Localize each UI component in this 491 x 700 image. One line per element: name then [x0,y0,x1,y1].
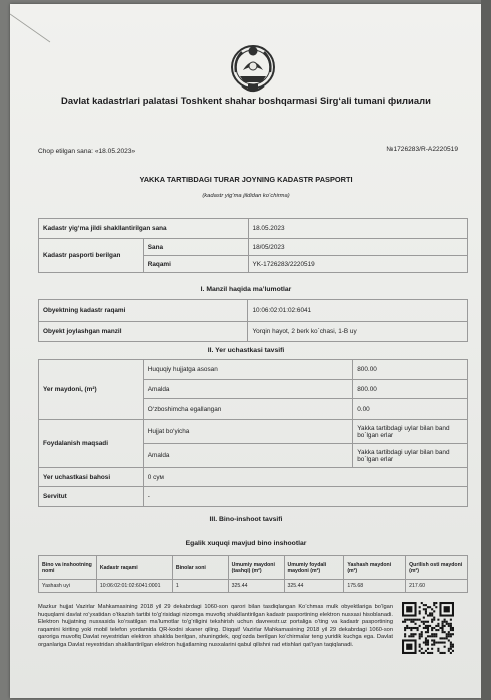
column-header: Umumiy foydali maydoni (m²) [284,556,344,580]
land-price-label: Yer uchastkasi bahosi [39,468,144,487]
table-row [39,360,468,380]
column-header: Qurilish osti maydoni (m²) [406,556,468,580]
document-page [10,4,482,698]
table-cell: 325.44 [228,580,284,593]
info-label: Kadastr yig‘ma jildi shakllantirilgan sana [39,219,249,239]
document-number: №1726283/R-A2220519 [386,146,458,153]
column-header: Kadastr raqami [96,556,172,580]
address-label: Obyekt joylashgan manzil [39,322,248,342]
land-sublabel: Amalda [143,380,352,399]
address-label: Obyektning kadastr raqami [39,300,248,322]
servitut-label: Servitut [39,487,144,507]
table-row [39,322,468,342]
table-cell: 325.44 [284,580,344,593]
table-row [39,219,468,239]
section-heading: I. Manzil haqida ma’lumotlar [200,286,292,293]
land-value: 0.00 [353,399,468,420]
land-value: 800.00 [353,360,468,380]
section-subheading: Egalik xuquqi mavjud bino inshootlar [185,540,307,547]
column-header: Yashash maydoni (m²) [344,556,406,580]
issuance-info-table [38,218,468,273]
info-value: 18.05.2023 [248,219,467,239]
info-value: YK-1726283/2220519 [248,256,467,273]
state-emblem-icon [228,42,278,98]
land-price-value: 0 сум [143,468,467,487]
table-row [39,300,468,322]
table-row [39,239,468,256]
column-header: Bino va inshootning nomi [39,556,97,580]
document-title: YAKKA TARTIBDAGI TURAR JOYNING KADASTR PASPORTI [139,175,353,184]
table-row [39,468,468,487]
column-header: Binolar soni [172,556,228,580]
table-row [39,420,468,444]
table-cell: 217.60 [406,580,468,593]
info-sublabel: Raqami [143,256,248,273]
qr-code-icon[interactable] [402,602,454,654]
info-sublabel: Sana [143,239,248,256]
info-value: 18/05/2023 [248,239,467,256]
servitut-value: - [143,487,467,507]
document-subtitle: (kadastr yig‘ma jildidan ko‘chirma) [202,193,290,199]
legal-notice: Mazkur hujjat Vazirlar Mahkamasining 2018 yil 29 dekabrdagi 1060-son qarori bilan tasdiqlangan Ko‘chmas mulk obyektlariga bo‘lgan huquqlarni davlat ro‘yxatidan o‘tkazish tartibi to‘g‘risidagi nizomga muvofiq shakllantirilgan kadastr pasportining elektron nusxasi hisoblanadi. Elektron hujjatning nusxasida ko‘rsatilgan ma’lumotlar to‘g‘riligini tekshirish uchun davreestr.uz portaliga o‘ting va kadastr pasportining raqamini kiriting yoki mobil telefon yordamida QR-kodni skaner qiling. Diqqat! Vazirlar Mahkamasining 2018 yil 29 dekabrdagi 1060-son qaroriga muvofiq Davlat reyestridan elektron shaklda berilgan, shuningdek, qog‘ozda berilgan ko‘chirmalar teng yuridik kuchga ega. Davlat organlariga Davlat reyestridan shakllantirilgan elektron hujjatlarning nusxalarini qabul qilishni rad etishlari qat’iyan taqiqlanadi. [38,604,393,648]
print-date: Chop etilgan sana: «18.05.2023» [38,148,136,155]
table-header-row [39,556,468,580]
land-value: Yakka tartibdagi uylar bilan band bo`lgan erlar [353,420,468,444]
section-heading: II. Yer uchastkasi tavsifi [207,347,285,354]
table-cell: Yashash uyi [39,580,97,593]
column-header: Umumiy maydoni (tashqi) (m²) [228,556,284,580]
land-value: 800.00 [353,380,468,399]
land-purpose-label: Foydalanish maqsadi [39,420,144,468]
table-row [39,580,468,593]
table-row [39,487,468,507]
land-area-label: Yer maydoni, (m²) [39,360,144,420]
address-table [38,299,468,342]
land-sublabel: Huquqiy hujjatga asosan [143,360,352,380]
land-sublabel: Amalda [143,444,352,468]
land-value: Yakka tartibdagi uylar bilan band bo`lgan erlar [353,444,468,468]
section-heading: III. Bino-inshoot tavsifi [209,516,283,523]
land-plot-table [38,359,468,507]
info-label: Kadastr pasporti berilgan [39,239,144,273]
background-edge [481,0,491,700]
table-cell: 1 [172,580,228,593]
land-sublabel: O‘zboshimcha egallangan [143,399,352,420]
table-cell: 175.68 [344,580,406,593]
buildings-rows [39,580,468,593]
issuer-title: Davlat kadastrlari palatasi Toshkent shahar boshqarmasi Sirg‘ali tumani филиали [61,95,431,106]
address-value: 10:06:02:01:02:6041 [248,300,468,322]
address-value: Yorqin hayot, 2 berk ko`chasi, 1-B uy [248,322,468,342]
table-cell: 10:06:02:01:02:6041:0001 [96,580,172,593]
land-sublabel: Hujjat bo‘yicha [143,420,352,444]
buildings-table [38,555,468,593]
